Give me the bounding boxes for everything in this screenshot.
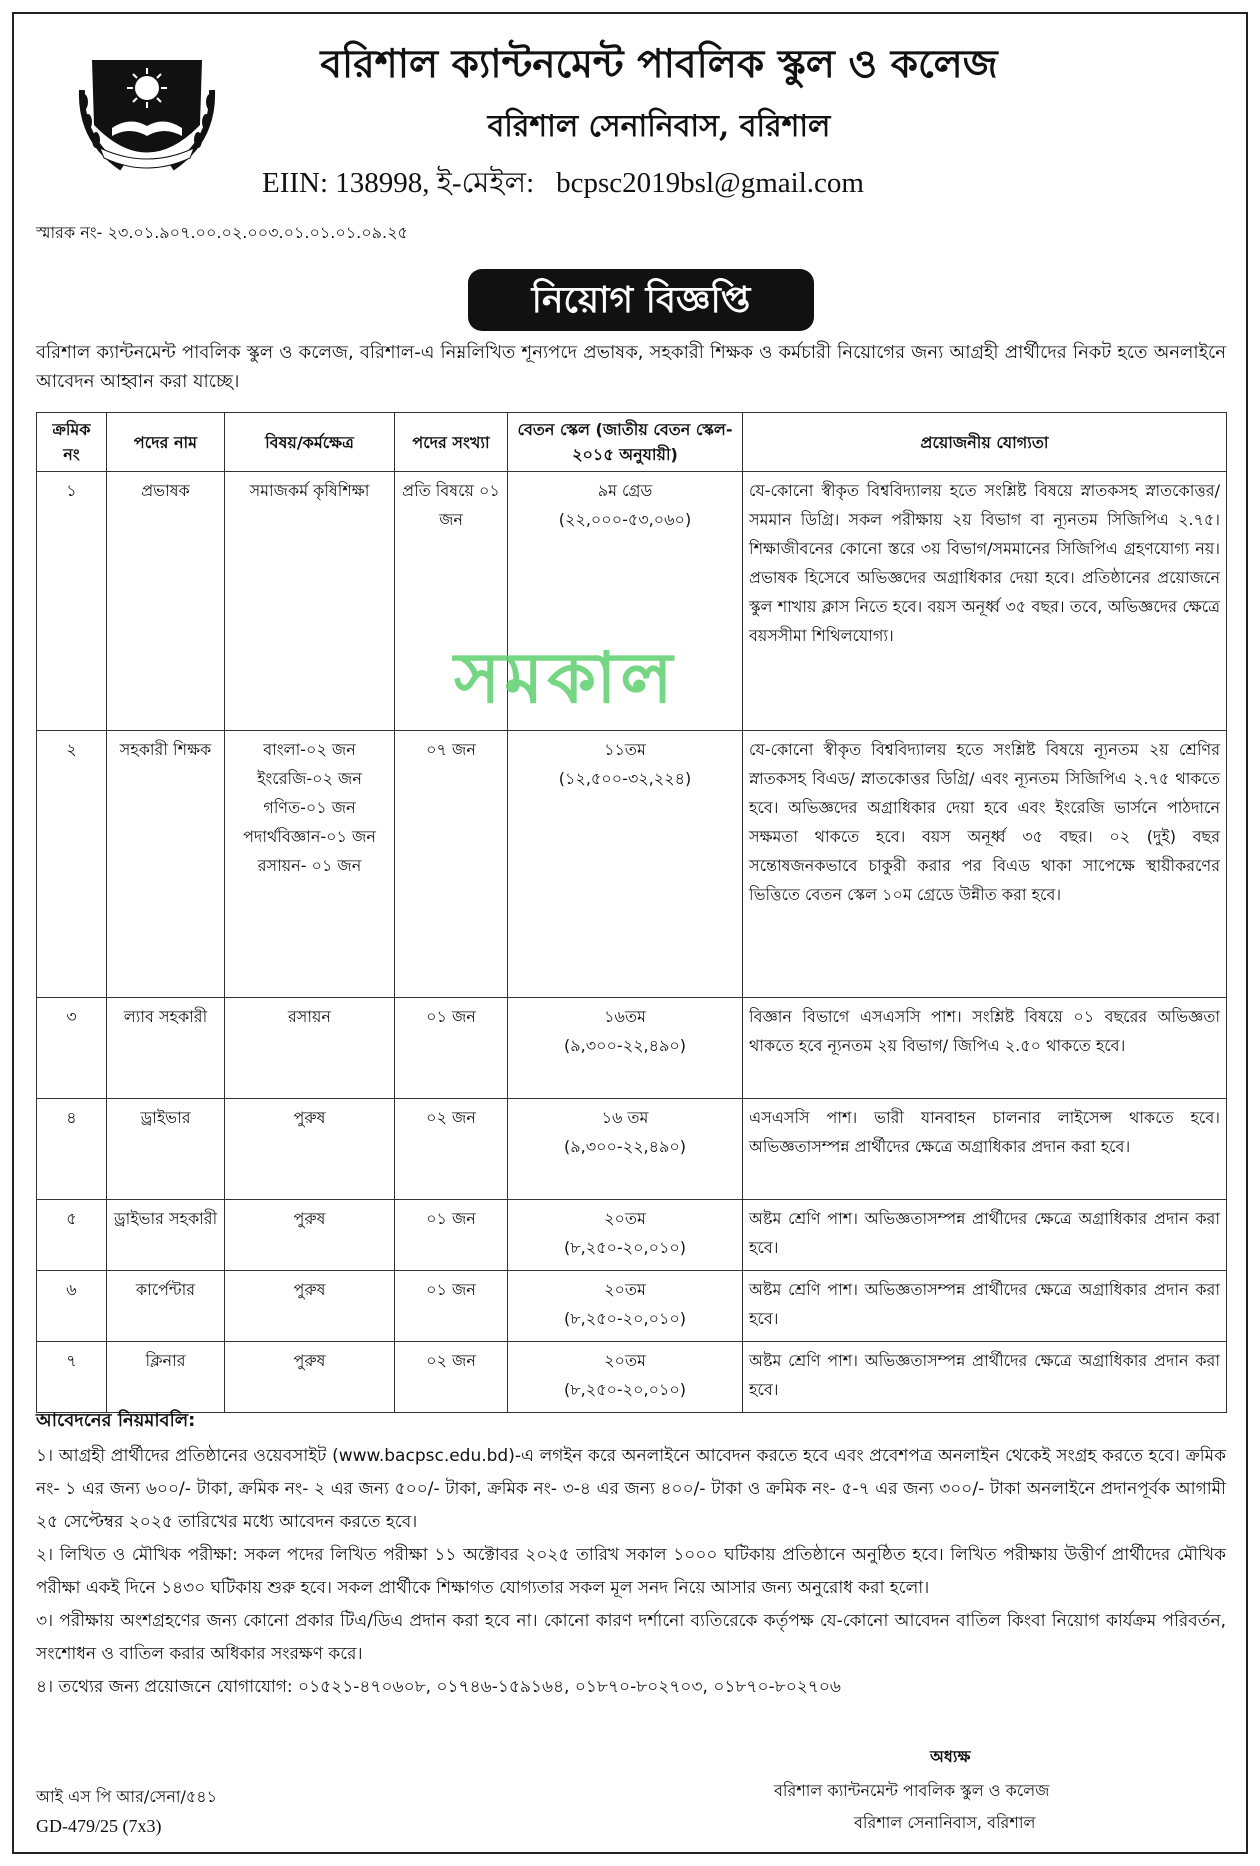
grade: ১৬তম bbox=[604, 1007, 646, 1026]
signer-place: বরিশাল সেনানিবাস, বরিশাল bbox=[854, 1813, 1036, 1832]
cell-scale bbox=[508, 1271, 743, 1342]
cell-post: সহকারী শিক্ষক bbox=[107, 731, 225, 998]
cell-sl: ১ bbox=[37, 472, 107, 731]
scale-range: (৯,৩০০-২২,৪৯০) bbox=[564, 1036, 686, 1055]
header-post: পদের নাম bbox=[107, 413, 225, 472]
cell-subject bbox=[225, 998, 395, 1099]
cell-scale bbox=[508, 1200, 743, 1271]
scale-range: (৯,৩০০-২২,৪৯০) bbox=[564, 1137, 686, 1156]
cell-qualification: অষ্টম শ্রেণি পাশ। অভিজ্ঞতাসম্পন্ন প্রার্থীদের ক্ষেত্রে অগ্রাধিকার প্রদান করা হবে। bbox=[743, 1342, 1227, 1413]
intro-paragraph: বরিশাল ক্যান্টনমেন্ট পাবলিক স্কুল ও কলেজ, বরিশাল-এ নিম্নলিখিত শূন্যপদে প্রভাষক, সহকারী শিক্ষক ও কর্মচারী নিয়োগের জন্য আগ্রহী প্রার্থীদের নিকট হতে অনলাইনে আবেদন আহ্বান করা যাচ্ছে। bbox=[36, 342, 1226, 392]
table-row bbox=[37, 1099, 1227, 1200]
cell-sl: ৫ bbox=[37, 1200, 107, 1271]
subject-line: সমাজকর্ম কৃষিশিক্ষা bbox=[249, 481, 370, 500]
rule-item: ৩। পরীক্ষায় অংশগ্রহণের জন্য কোনো প্রকার টিএ/ডিএ প্রদান করা হবে না। কোনো কারণ দর্শানো ব্যতিরেকে কর্তৃপক্ষ যে-কোনো আবেদন বাতিল কিংবা নিয়োগ কার্যক্রম পরিবর্তন, সংশোধন ও বাতিল করার অধিকার সংরক্ষণ করে। bbox=[36, 1611, 1226, 1664]
cell-qualification: যে-কোনো স্বীকৃত বিশ্ববিদ্যালয় হতে সংশ্লিষ্ট বিষয়ে স্নাতকসহ স্নাতকোত্তর/সমমান ডিগ্রি। সকল পরীক্ষায় ২য় বিভাগ বা ন্যূনতম সিজিপিএ ২.৭৫। শিক্ষাজীবনের কোনো স্তরে ৩য় বিভাগ/সমমানের সিজিপিএ গ্রহণযোগ্য নয়। প্রভাষক হিসেবে অভিজ্ঞদের অগ্রাধিকার দেয়া হবে। প্রতিষ্ঠানের প্রয়োজনে স্কুল শাখায় ক্লাস নিতে হবে। বয়স অনূর্ধ্ব ৩৫ বছর। তবে, অভিজ্ঞদের ক্ষেত্রে বয়সসীমা শিথিলযোগ্য। bbox=[743, 472, 1227, 731]
cell-count: ০২ জন bbox=[395, 1342, 508, 1413]
grade: ২০তম bbox=[604, 1280, 646, 1299]
cell-qualification: অষ্টম শ্রেণি পাশ। অভিজ্ঞতাসম্পন্ন প্রার্থীদের ক্ষেত্রে অগ্রাধিকার প্রদান করা হবে। bbox=[743, 1271, 1227, 1342]
email-address: bcpsc2019bsl@gmail.com bbox=[556, 167, 864, 199]
cell-post: কার্পেন্টার bbox=[107, 1271, 225, 1342]
cell-qualification: এসএসসি পাশ। ভারী যানবাহন চালনার লাইসেন্স থাকতে হবে। অভিজ্ঞতাসম্পন্ন প্রার্থীদের ক্ষেত্রে অগ্রাধিকার প্রদান করা হবে। bbox=[743, 1099, 1227, 1200]
rule-item: ২। লিখিত ও মৌখিক পরীক্ষা: সকল পদের লিখিত পরীক্ষা ১১ অক্টোবর ২০২৫ তারিখ সকাল ১০০০ ঘটিকায় প্রতিষ্ঠানে অনুষ্ঠিত হবে। লিখিত পরীক্ষায় উত্তীর্ণ প্রার্থীদের মৌখিক পরীক্ষা একই দিনে ১৪৩০ ঘটিকায় শুরু হবে। সকল প্রার্থীকে শিক্ষাগত যোগ্যতার সকল মূল সনদ নিয়ে আসার জন্য অনুরোধ করা হলো। bbox=[36, 1545, 1226, 1598]
school-location: বরিশাল সেনানিবাস, বরিশাল bbox=[487, 109, 831, 144]
cell-scale bbox=[508, 1099, 743, 1200]
cell-post: ক্লিনার bbox=[107, 1342, 225, 1413]
cell-sl: ২ bbox=[37, 731, 107, 998]
subject-line: পুরুষ bbox=[293, 1280, 326, 1299]
cell-scale bbox=[508, 998, 743, 1099]
header-qualification: প্রয়োজনীয় যোগ্যতা bbox=[743, 413, 1227, 472]
cell-qualification: বিজ্ঞান বিভাগে এসএসসি পাশ। সংশ্লিষ্ট বিষয়ে ০১ বছরের অভিজ্ঞতা থাকতে হবে ন্যূনতম ২য় বিভাগ/ জিপিএ ২.৫০ থাকতে হবে। bbox=[743, 998, 1227, 1099]
cell-count: ০১ জন bbox=[395, 998, 508, 1099]
table-row bbox=[37, 1342, 1227, 1413]
cell-count: ০১ জন bbox=[395, 1200, 508, 1271]
cell-count: ০১ জন bbox=[395, 1271, 508, 1342]
subject-line: বাংলা-০২ জন bbox=[263, 740, 356, 759]
table-row bbox=[37, 731, 1227, 998]
table-row bbox=[37, 1200, 1227, 1271]
header-subject: বিষয়/কর্মক্ষেত্র bbox=[225, 413, 395, 472]
cell-scale bbox=[508, 1342, 743, 1413]
school-name: বরিশাল ক্যান্টনমেন্ট পাবলিক স্কুল ও কলেজ bbox=[320, 41, 998, 87]
rules-list bbox=[36, 1440, 1226, 1704]
ispr-code: আই এস পি আর/সেনা/৫৪১ bbox=[36, 1787, 218, 1806]
signer-school: বরিশাল ক্যান্টনমেন্ট পাবলিক স্কুল ও কলেজ bbox=[774, 1781, 1050, 1800]
scale-range: (৮,২৫০-২০,০১০) bbox=[564, 1380, 686, 1399]
scale-range: (২২,০০০-৫৩,০৬০) bbox=[558, 510, 692, 529]
eiin-line bbox=[262, 160, 1102, 209]
scale-range: (৮,২৫০-২০,০১০) bbox=[564, 1309, 686, 1328]
cell-sl: ৬ bbox=[37, 1271, 107, 1342]
grade: ১১তম bbox=[604, 740, 646, 759]
cell-post: ল্যাব সহকারী bbox=[107, 998, 225, 1099]
subject-line: রসায়ন- ০১ জন bbox=[257, 856, 362, 875]
grade: ৯ম গ্রেড bbox=[597, 481, 653, 500]
cell-sl: ৪ bbox=[37, 1099, 107, 1200]
memo-number: স্মারক নং- ২৩.০১.৯০৭.০০.০২.০০৩.০১.০১.০১.০৯.২৫ bbox=[36, 223, 408, 242]
notice-title: নিয়োগ বিজ্ঞপ্তি bbox=[468, 269, 814, 331]
cell-subject bbox=[225, 1099, 395, 1200]
eiin-label: EIIN: 138998, ই-মেইল: bbox=[262, 167, 535, 199]
school-crest-icon bbox=[72, 30, 222, 182]
signer-title: অধ্যক্ষ bbox=[930, 1747, 971, 1766]
subject-line: পুরুষ bbox=[293, 1209, 326, 1228]
cell-subject bbox=[225, 1342, 395, 1413]
grade: ১৬ তম bbox=[601, 1108, 649, 1127]
rule-item: ৪। তথ্যের জন্য প্রয়োজনে যোগাযোগ: ০১৫২১-৪৭০৬০৮, ০১৭৪৬-১৫৯১৬৪, ০১৮৭০-৮০২৭০৩, ০১৮৭০-৮০২৭০৬ bbox=[36, 1677, 841, 1697]
cell-scale bbox=[508, 731, 743, 998]
cell-subject bbox=[225, 1200, 395, 1271]
header-scale: বেতন স্কেল (জাতীয় বেতন স্কেল- ২০১৫ অনুযায়ী) bbox=[508, 413, 743, 472]
cell-sl: ৭ bbox=[37, 1342, 107, 1413]
cell-post: প্রভাষক bbox=[107, 472, 225, 731]
header-sl: ক্রমিক নং bbox=[37, 413, 107, 472]
subject-line: পুরুষ bbox=[293, 1351, 326, 1370]
subject-line: রসায়ন bbox=[288, 1007, 331, 1026]
notice-frame bbox=[12, 12, 1248, 1854]
cell-post: ড্রাইভার সহকারী bbox=[107, 1200, 225, 1271]
gd-code: GD-479/25 (7x3) bbox=[36, 1816, 162, 1836]
cell-count: ০৭ জন bbox=[395, 731, 508, 998]
scale-range: (১২,৫০০-৩২,২২৪) bbox=[558, 769, 692, 788]
subject-line: পদার্থবিজ্ঞান-০১ জন bbox=[243, 827, 376, 846]
rules-title: আবেদনের নিয়মাবলি: bbox=[36, 1410, 196, 1431]
subject-line: গণিত-০১ জন bbox=[263, 798, 356, 817]
cell-qualification: যে-কোনো স্বীকৃত বিশ্ববিদ্যালয় হতে সংশ্লিষ্ট বিষয়ে ন্যূনতম ২য় শ্রেণির স্নাতকসহ বিএড/ স্নাতকোত্তর ডিগ্রি/ এবং ন্যূনতম সিজিপিএ ২.৭৫ থাকতে হবে। অভিজ্ঞদের অগ্রাধিকার দেয়া হবে এবং ইংরেজি ভার্সনে পাঠদানে সক্ষমতা থাকতে হবে। বয়স অনূর্ধ্ব ৩৫ বছর। ০২ (দুই) বছর সন্তোষজনকভাবে চাকুরী করার পর বিএড থাকা সাপেক্ষে স্থায়ীকরণের ভিত্তিতে বেতন স্কেল ১০ম গ্রেডে উন্নীত করা হবে। bbox=[743, 731, 1227, 998]
grade: ২০তম bbox=[604, 1209, 646, 1228]
scale-range: (৮,২৫০-২০,০১০) bbox=[564, 1238, 686, 1257]
subject-line: পুরুষ bbox=[293, 1108, 326, 1127]
cell-subject bbox=[225, 731, 395, 998]
table-header-row bbox=[37, 413, 1227, 472]
rule-item: ১। আগ্রহী প্রার্থীদের প্রতিষ্ঠানের ওয়েবসাইট (www.bacpsc.edu.bd)-এ লগইন করে অনলাইনে আবেদন করতে হবে এবং প্রবেশপত্র অনলাইন থেকেই সংগ্রহ করতে হবে। ক্রমিক নং- ১ এর জন্য ৬০০/- টাকা, ক্রমিক নং- ২ এর জন্য ৫০০/- টাকা, ক্রমিক নং- ৩-৪ এর জন্য ৪০০/- টাকা ও ক্রমিক নং- ৫-৭ এর জন্য ৩০০/- টাকা অনলাইনে প্রদানপূর্বক আগামী ২৫ সেপ্টেম্বর ২০২৫ তারিখের মধ্যে আবেদন করতে হবে। bbox=[36, 1446, 1226, 1532]
cell-sl: ৩ bbox=[37, 998, 107, 1099]
table-row bbox=[37, 1271, 1227, 1342]
cell-count: ০২ জন bbox=[395, 1099, 508, 1200]
subject-line: ইংরেজি-০২ জন bbox=[257, 769, 362, 788]
cell-subject bbox=[225, 1271, 395, 1342]
grade: ২০তম bbox=[604, 1351, 646, 1370]
cell-count: প্রতি বিষয়ে ০১ জন bbox=[395, 472, 508, 731]
cell-subject bbox=[225, 472, 395, 731]
table-row bbox=[37, 998, 1227, 1099]
cell-qualification: অষ্টম শ্রেণি পাশ। অভিজ্ঞতাসম্পন্ন প্রার্থীদের ক্ষেত্রে অগ্রাধিকার প্রদান করা হবে। bbox=[743, 1200, 1227, 1271]
vacancy-table bbox=[36, 412, 1227, 1413]
header-count: পদের সংখ্যা bbox=[395, 413, 508, 472]
newspaper-watermark: সমকাল bbox=[454, 636, 677, 719]
cell-post: ড্রাইভার bbox=[107, 1099, 225, 1200]
